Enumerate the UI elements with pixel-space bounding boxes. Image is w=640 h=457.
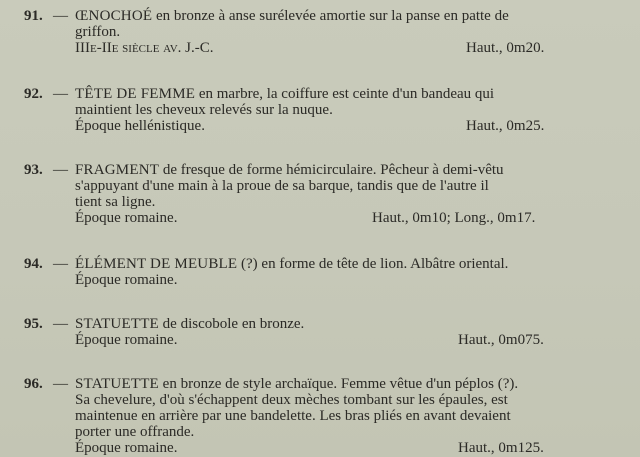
entry-title: FRAGMENT xyxy=(75,162,160,178)
entry-dash: — xyxy=(53,162,68,178)
entry-dash: — xyxy=(53,316,68,332)
entry-title: TÊTE DE FEMME xyxy=(75,86,196,102)
entry-description: de fresque de forme hémicirculaire. Pêcheur à demi-vêtu xyxy=(159,162,504,178)
entry-number: 94. xyxy=(24,256,43,272)
entry-line-1 xyxy=(75,8,509,24)
entry-dash: — xyxy=(53,376,68,392)
entry-line-1 xyxy=(75,86,494,102)
entry-title: ŒNOCHOÉ xyxy=(75,8,153,24)
entry-measure: Haut., 0m25. xyxy=(466,118,545,134)
entry-description: en bronze à anse surélevée amortie sur la panse en patte de xyxy=(152,8,509,24)
entry-number: 91. xyxy=(24,8,43,24)
entry-line-3: tient sa ligne. xyxy=(75,194,156,210)
entry-measure: Haut., 0m10; Long., 0m17. xyxy=(372,210,536,226)
entry-period: IIIe-IIe siècle av. J.-C. xyxy=(75,40,214,56)
entry-line-4: porter une offrande. xyxy=(75,424,195,440)
entry-dash: — xyxy=(53,86,68,102)
entry-measure: Haut., 0m075. xyxy=(458,332,544,348)
entry-number: 95. xyxy=(24,316,43,332)
entry-description: de discobole en bronze. xyxy=(158,316,305,332)
entry-period: Époque romaine. xyxy=(75,332,178,348)
entry-line-1 xyxy=(75,376,518,392)
entry-dash: — xyxy=(53,256,68,272)
entry-line-3: maintenue en arrière par une bandelette. Les bras pliés en avant devaient xyxy=(75,408,511,424)
entry-measure: Haut., 0m20. xyxy=(466,40,545,56)
entry-title: ÉLÉMENT DE MEUBLE xyxy=(75,256,238,272)
entry-period: Époque hellénistique. xyxy=(75,118,205,134)
entry-line-1 xyxy=(75,256,508,272)
entry-period: Époque romaine. xyxy=(75,440,178,456)
entry-description: (?) en forme de tête de lion. Albâtre oriental. xyxy=(237,256,509,272)
entry-dash: — xyxy=(53,8,68,24)
entry-title: STATUETTE xyxy=(75,316,159,332)
entry-line-1 xyxy=(75,316,304,332)
entry-line-2: s'appuyant d'une main à la proue de sa barque, tandis que de l'autre il xyxy=(75,178,489,194)
entry-line-2: griffon. xyxy=(75,24,121,40)
entry-period: Époque romaine. xyxy=(75,272,178,288)
entry-number: 96. xyxy=(24,376,43,392)
entry-description: en marbre, la coiffure est ceinte d'un bandeau qui xyxy=(195,86,495,102)
entry-description: en bronze de style archaïque. Femme vêtue d'un péplos (?). xyxy=(158,376,519,392)
entry-period: Époque romaine. xyxy=(75,210,178,226)
entry-title: STATUETTE xyxy=(75,376,159,392)
entry-line-2: maintient les cheveux relevés sur la nuque. xyxy=(75,102,333,118)
entry-line-2: Sa chevelure, d'où s'échappent deux mèches tombant sur les épaules, est xyxy=(75,392,508,408)
entry-number: 92. xyxy=(24,86,43,102)
entry-number: 93. xyxy=(24,162,43,178)
entry-line-1 xyxy=(75,162,504,178)
entry-measure: Haut., 0m125. xyxy=(458,440,544,456)
